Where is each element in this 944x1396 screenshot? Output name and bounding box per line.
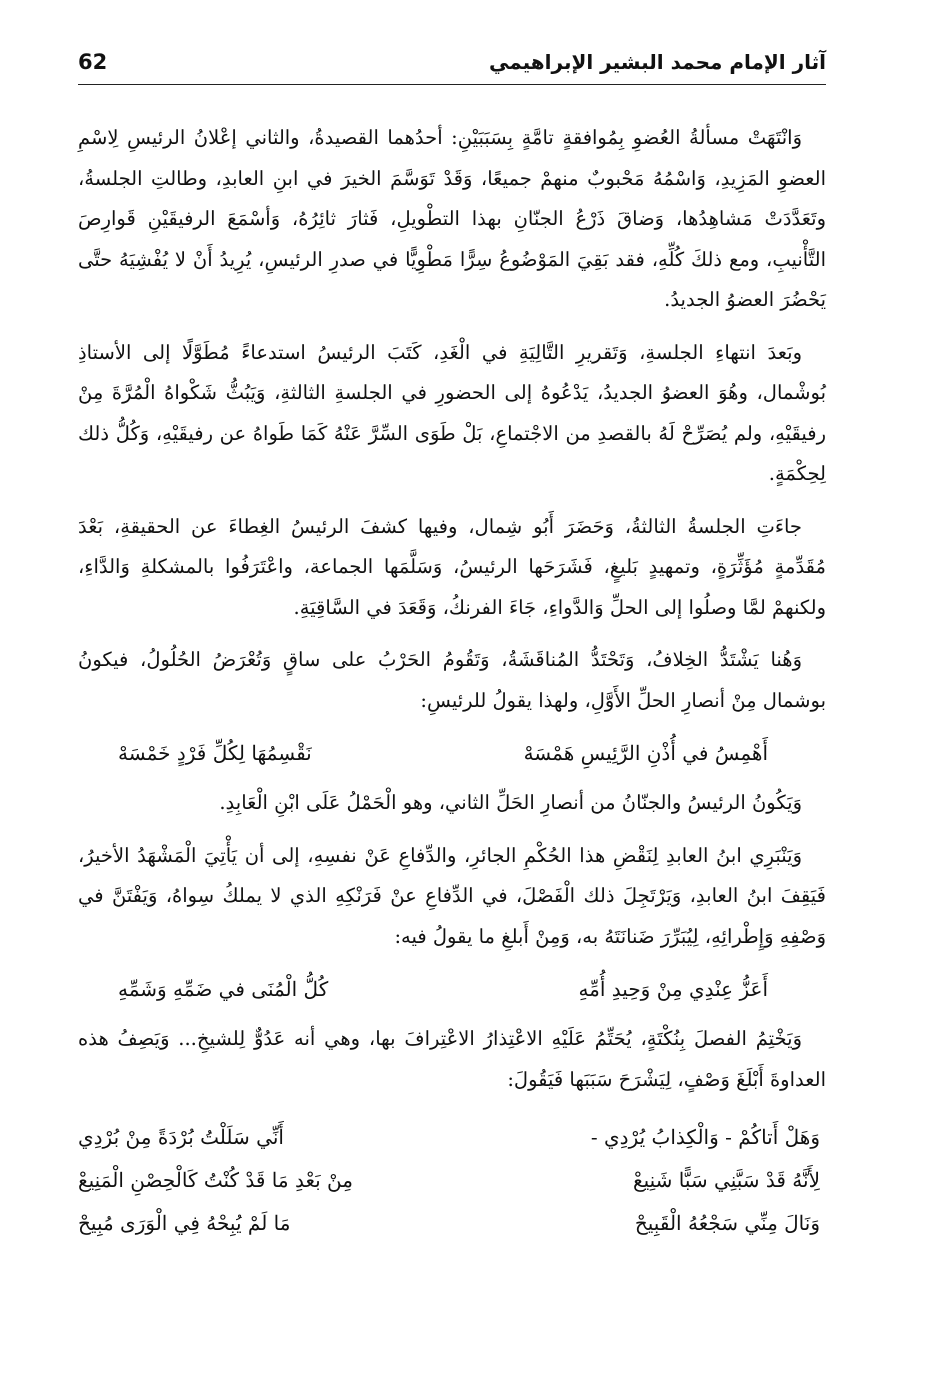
- verse-first-hemistich: أَهْمِسُ في أُذْنِ الرَّئِيسِ هَمْسَهْ: [523, 741, 768, 765]
- verse-line: [78, 1159, 826, 1202]
- verse-line: [78, 1202, 826, 1245]
- verse-second-hemistich: نَقْسِمُهَا لِكُلِّ فَرْدٍ خَمْسَهْ: [118, 741, 312, 765]
- verse-line: [78, 731, 826, 775]
- poem-block: [78, 1116, 826, 1245]
- verse-line: [78, 967, 826, 1011]
- verse-second-hemistich: مِنْ بَعْدِ مَا قَدْ كُنْتُ كَالْحِصْنِ الْمَنِيعْ: [78, 1168, 353, 1192]
- verse-second-hemistich: كُلُّ الْمُنَى في ضَمِّهِ وَشَمِّهِ: [118, 977, 329, 1001]
- paragraph: وبَعدَ انتهاءِ الجلسةِ، وَتَقريرِ التَّالِيَةِ في الْغَدِ، كَتَبَ الرئيسُ استدعاءً مُطَوَّلًا إلى الأستاذِ بُوشْمال، وهُوَ العضوُ الجديدُ، يَدْعُوهُ إلى الحضورِ في الجلسةِ الثالثةِ، وَيَبُثُّ شَكْواهُ الْمُرَّةَ مِنْ رفيقَيْهِ، ولم يُصَرِّحْ لَهُ بالقصدِ من الاجْتماعِ، بَلْ طَوَى السِّرَّ عَنْهُ كَمَا طَواهُ عن رفيقَيْهِ، وَكُلُّ ذلك لِحِكْمَةٍ.: [78, 340, 826, 485]
- verse-first-hemistich: أَعَزُّ عِنْدِي مِنْ وَحِيدِ أُمِّهِ: [578, 977, 768, 1001]
- page-body: [78, 118, 826, 1245]
- paragraph: وَيَخْتِمُ الفصلَ بِنُكْتَةٍ، يُحَتِّمُ عَلَيْهِ الاعْتِذارُ الاعْتِرافَ بها، وهي أنه عَدُوٌّ لِلشيخِ... وَيَصِفُ هذه العداوةَ أَبْلَغَ وَصْفٍ، لِيَشْرَحَ سَبَبَها فَيَقُولَ:: [78, 1027, 826, 1091]
- paragraph: وَيَكُونُ الرئيسُ والجنّانُ من أنصارِ الحَلِّ الثاني، وهو الْحَمْلُ عَلَى ابْنِ الْعَابِدِ.: [219, 791, 802, 814]
- verse-first-hemistich: وَهَلْ أَتاكُمْ - وَالْكِذابُ يُرْدِي -: [590, 1125, 820, 1149]
- paragraph: جاءَتِ الجلسةُ الثالثةُ، وَحَضَرَ أَبُو شِمال، وفيها كشفَ الرئيسُ الغِطاءَ عن الحقيقةِ، بَعْدَ مُقَدِّمةٍ مُؤَثِّرَةٍ، وتمهيدٍ بَليغٍ، فَشَرَحَها الرئيسُ، وَسَلَّمَها الجماعة، واعْتَرَفُوا بالمشكلةِ وَالدَّاءِ، ولكنهمْ لمَّا وصلُوا إلى الحلِّ وَالدَّواءِ، جَاءَ الفرنكُ، وَقَعَدَ في السَّاقِيَةِ.: [78, 514, 826, 619]
- paragraph: وَهُنا يَشْتَدُّ الخِلافُ، وَتَحْتَدُّ المُناقَشَةُ، وَتَقُومُ الحَرْبُ على ساقٍ وَتُعْرَضُ الحُلُولُ، فيكونُ بوشمال مِنْ أنصارِ الحلِّ الأَوَّلِ، ولهذا يقولُ للرئيسِ:: [78, 648, 826, 712]
- verse-first-hemistich: وَنَالَ مِنِّي سَجْعُهُ الْقَبِيحْ: [634, 1211, 820, 1235]
- verse-second-hemistich: أَنِّي سَلَلْتُ بُرْدَةً مِنْ بُرْدِي: [78, 1125, 284, 1149]
- page-header: [78, 50, 826, 85]
- verse-line: [78, 1116, 826, 1159]
- page-number: 62: [78, 50, 108, 74]
- running-title: آثار الإمام محمد البشير الإبراهيمي: [488, 50, 826, 74]
- verse-second-hemistich: مَا لَمْ يُبِحْهُ فِي الْوَرَى مُبِيحْ: [78, 1211, 291, 1235]
- paragraph: وَيَنْبَرِي ابنُ العابدِ لِنَقْضِ هذا الحُكْمِ الجائرِ، والدِّفاعِ عَنْ نفسِهِ، إلى أن يَأْتِيَ الْمَشْهَدُ الأخيرُ، فَيَقِفَ ابنُ العابدِ، وَيَرْتَجِلَ ذلك الْفَصْلَ، في الدِّفاعِ عنْ فَرَنْكِهِ الذي لا يملكُ سِواهُ، وَيَفْتَنَّ في وَصْفِهِ وَإِطْرائِهِ، لِيُبَرِّرَ ضَنانَتَهُ به، وَمِنْ أَبلغِ ما يقولُ فيه:: [78, 843, 826, 948]
- verse-first-hemistich: لِأَنَّهُ قَدْ سَبَّنِي سَبًّا شَنِيعْ: [632, 1168, 820, 1192]
- paragraph: وَانْتَهَتْ مسألةُ العُضوِ بِمُوافقةٍ تامَّةٍ بِسَبَبَيْنِ: أحدُهما القصيدةُ، والثاني إعْلانُ الرئيسِ لِاسْمِ العضوِ المَزِيدِ، وَاسْمُهُ مَحْبوبٌ منهمْ جميعًا، وَقَدْ تَوَسَّمَ الخيرَ في ابنِ العابدِ، وطالتِ الجلسةُ، وتَعَدَّدَتْ مَشاهِدُها، وَضاقَ ذَرْعُ الجنّانِ بهذا التطْويلِ، فَثارَ ثائِرُهُ، وَأسْمَعَ الرفيقَيْنِ قَوارِصَ التَّأْنيبِ، ومع ذلكَ كُلِّهِ، فقد بَقِيَ المَوْضُوعُ سِرًّا مَطْوِيًّا في صدرِ الرئيسِ، يُرِيدُ أَنْ لا يُفْشِيَهُ حتَّى يَحْضُرَ العضوُ الجديدُ.: [78, 126, 826, 311]
